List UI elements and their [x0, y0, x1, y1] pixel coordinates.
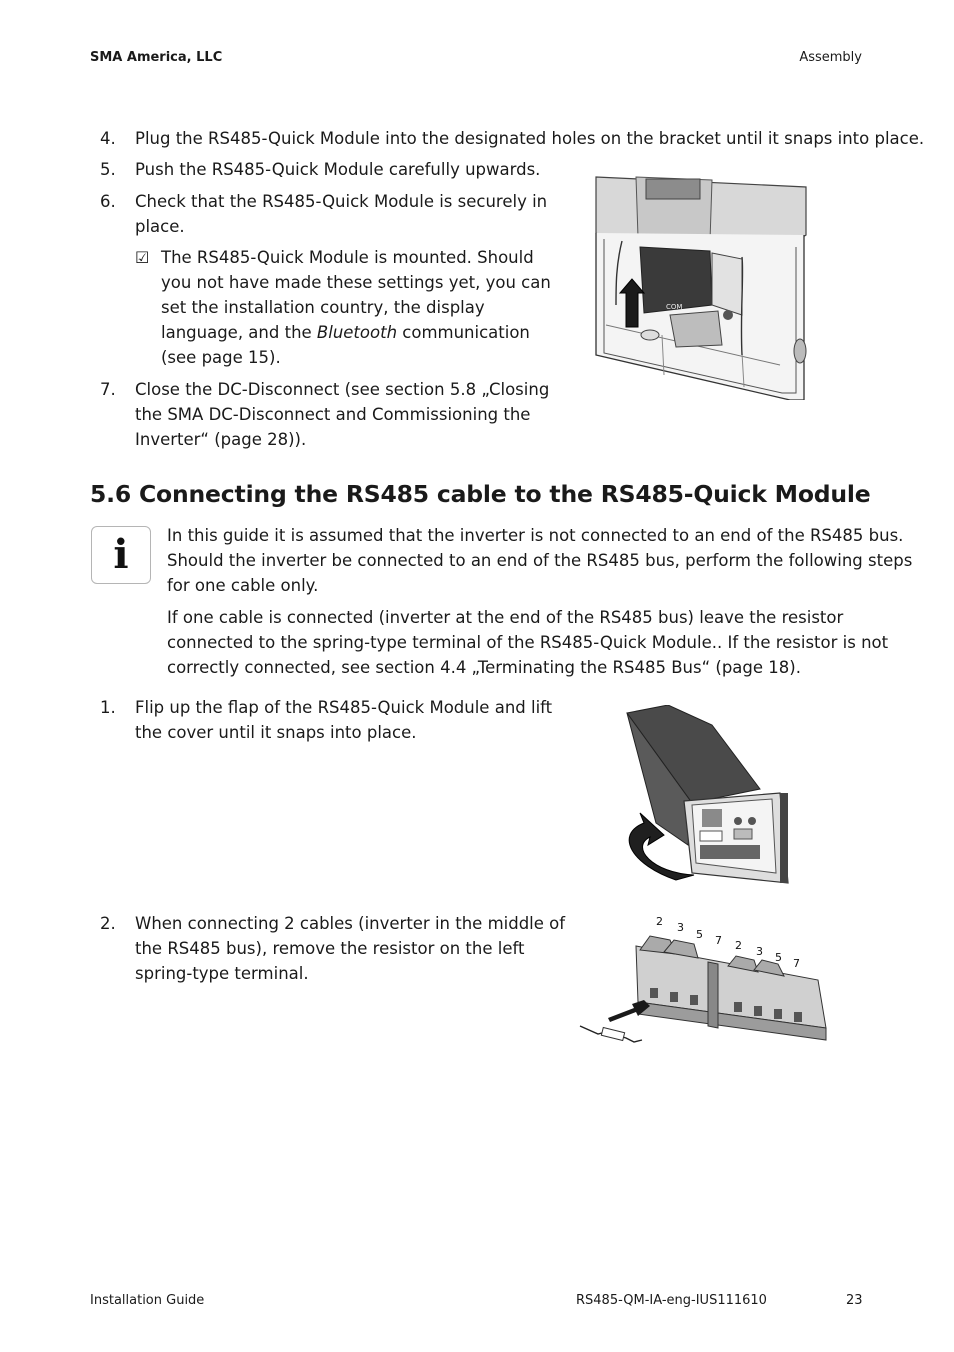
step-7-line-3: Inverter“ (page 28)).: [135, 430, 307, 449]
result-check-icon: ☑: [135, 248, 150, 267]
terminal-label-1: 2: [656, 915, 663, 928]
step-4-text: Plug the RS485-Quick Module into the designated holes on the bracket until it snaps into place.: [135, 129, 925, 148]
step-7-number: 7.: [100, 380, 116, 399]
step-6-number: 6.: [100, 192, 116, 211]
terminal-label-4: 7: [715, 934, 722, 947]
info-box: [91, 526, 151, 584]
step-1-number: 1.: [100, 698, 116, 717]
footer-page: 23: [846, 1293, 863, 1308]
bluetooth-term: Bluetooth: [316, 323, 398, 342]
result-line-5: (see page 15).: [161, 348, 281, 367]
step-2-line-1: When connecting 2 cables (inverter in the middle of: [135, 914, 566, 933]
footer-doc: Installation Guide: [90, 1293, 205, 1308]
terminal-label-6: 3: [756, 945, 763, 958]
header-section: Assembly: [799, 50, 862, 65]
info-para2-line-2: connected to the spring-type terminal of the RS485-Quick Module.. If the resistor is not: [167, 633, 889, 652]
result-line-4: language, and the Bluetooth communication: [161, 323, 530, 342]
section-heading: 5.6 Connecting the RS485 cable to the RS485-Quick Module: [90, 480, 871, 508]
terminal-label-8: 7: [793, 957, 800, 970]
footer-code: RS485-QM-IA-eng-IUS111610: [576, 1293, 767, 1308]
step-4-number: 4.: [100, 129, 116, 148]
terminal-label-7: 5: [775, 951, 782, 964]
step-2-number: 2.: [100, 914, 116, 933]
com-label: COM: [666, 303, 683, 311]
terminal-label-5: 2: [735, 939, 742, 952]
info-icon: i: [113, 531, 129, 578]
result-line-2: you not have made these settings yet, you can: [161, 273, 551, 292]
step-6-line-2: place.: [135, 217, 185, 236]
step-5-number: 5.: [100, 160, 116, 179]
step-2-line-2: the RS485 bus), remove the resistor on the left: [135, 939, 525, 958]
info-para2-line-3: correctly connected, see section 4.4 „Terminating the RS485 Bus“ (page 18).: [167, 658, 801, 677]
info-para1-line-3: for one cable only.: [167, 576, 319, 595]
step-7-line-2: the SMA DC-Disconnect and Commissioning the: [135, 405, 531, 424]
result-line-3: set the installation country, the display: [161, 298, 485, 317]
header-company: SMA America, LLC: [90, 50, 223, 65]
result-line-1: The RS485-Quick Module is mounted. Should: [161, 248, 534, 267]
step-6-line-1: Check that the RS485-Quick Module is securely in: [135, 192, 548, 211]
step-7-line-1: Close the DC-Disconnect (see section 5.8 „Closing: [135, 380, 550, 399]
info-para2-line-1: If one cable is connected (inverter at the end of the RS485 bus) leave the resistor: [167, 608, 844, 627]
info-para1-line-2: Should the inverter be connected to an end of the RS485 bus, perform the following steps: [167, 551, 913, 570]
step-2-line-3: spring-type terminal.: [135, 964, 309, 983]
terminal-label-3: 5: [696, 928, 703, 941]
spring-terminal-figure: [578, 910, 830, 1060]
step-5-text: Push the RS485-Quick Module carefully upwards.: [135, 160, 541, 179]
module-flap-figure: [612, 705, 794, 890]
step-1-line-2: the cover until it snaps into place.: [135, 723, 417, 742]
step-1-line-1: Flip up the flap of the RS485-Quick Module and lift: [135, 698, 553, 717]
terminal-label-2: 3: [677, 921, 684, 934]
info-para1-line-1: In this guide it is assumed that the inverter is not connected to an end of the RS485 bus.: [167, 526, 904, 545]
inverter-module-figure: [592, 175, 810, 400]
